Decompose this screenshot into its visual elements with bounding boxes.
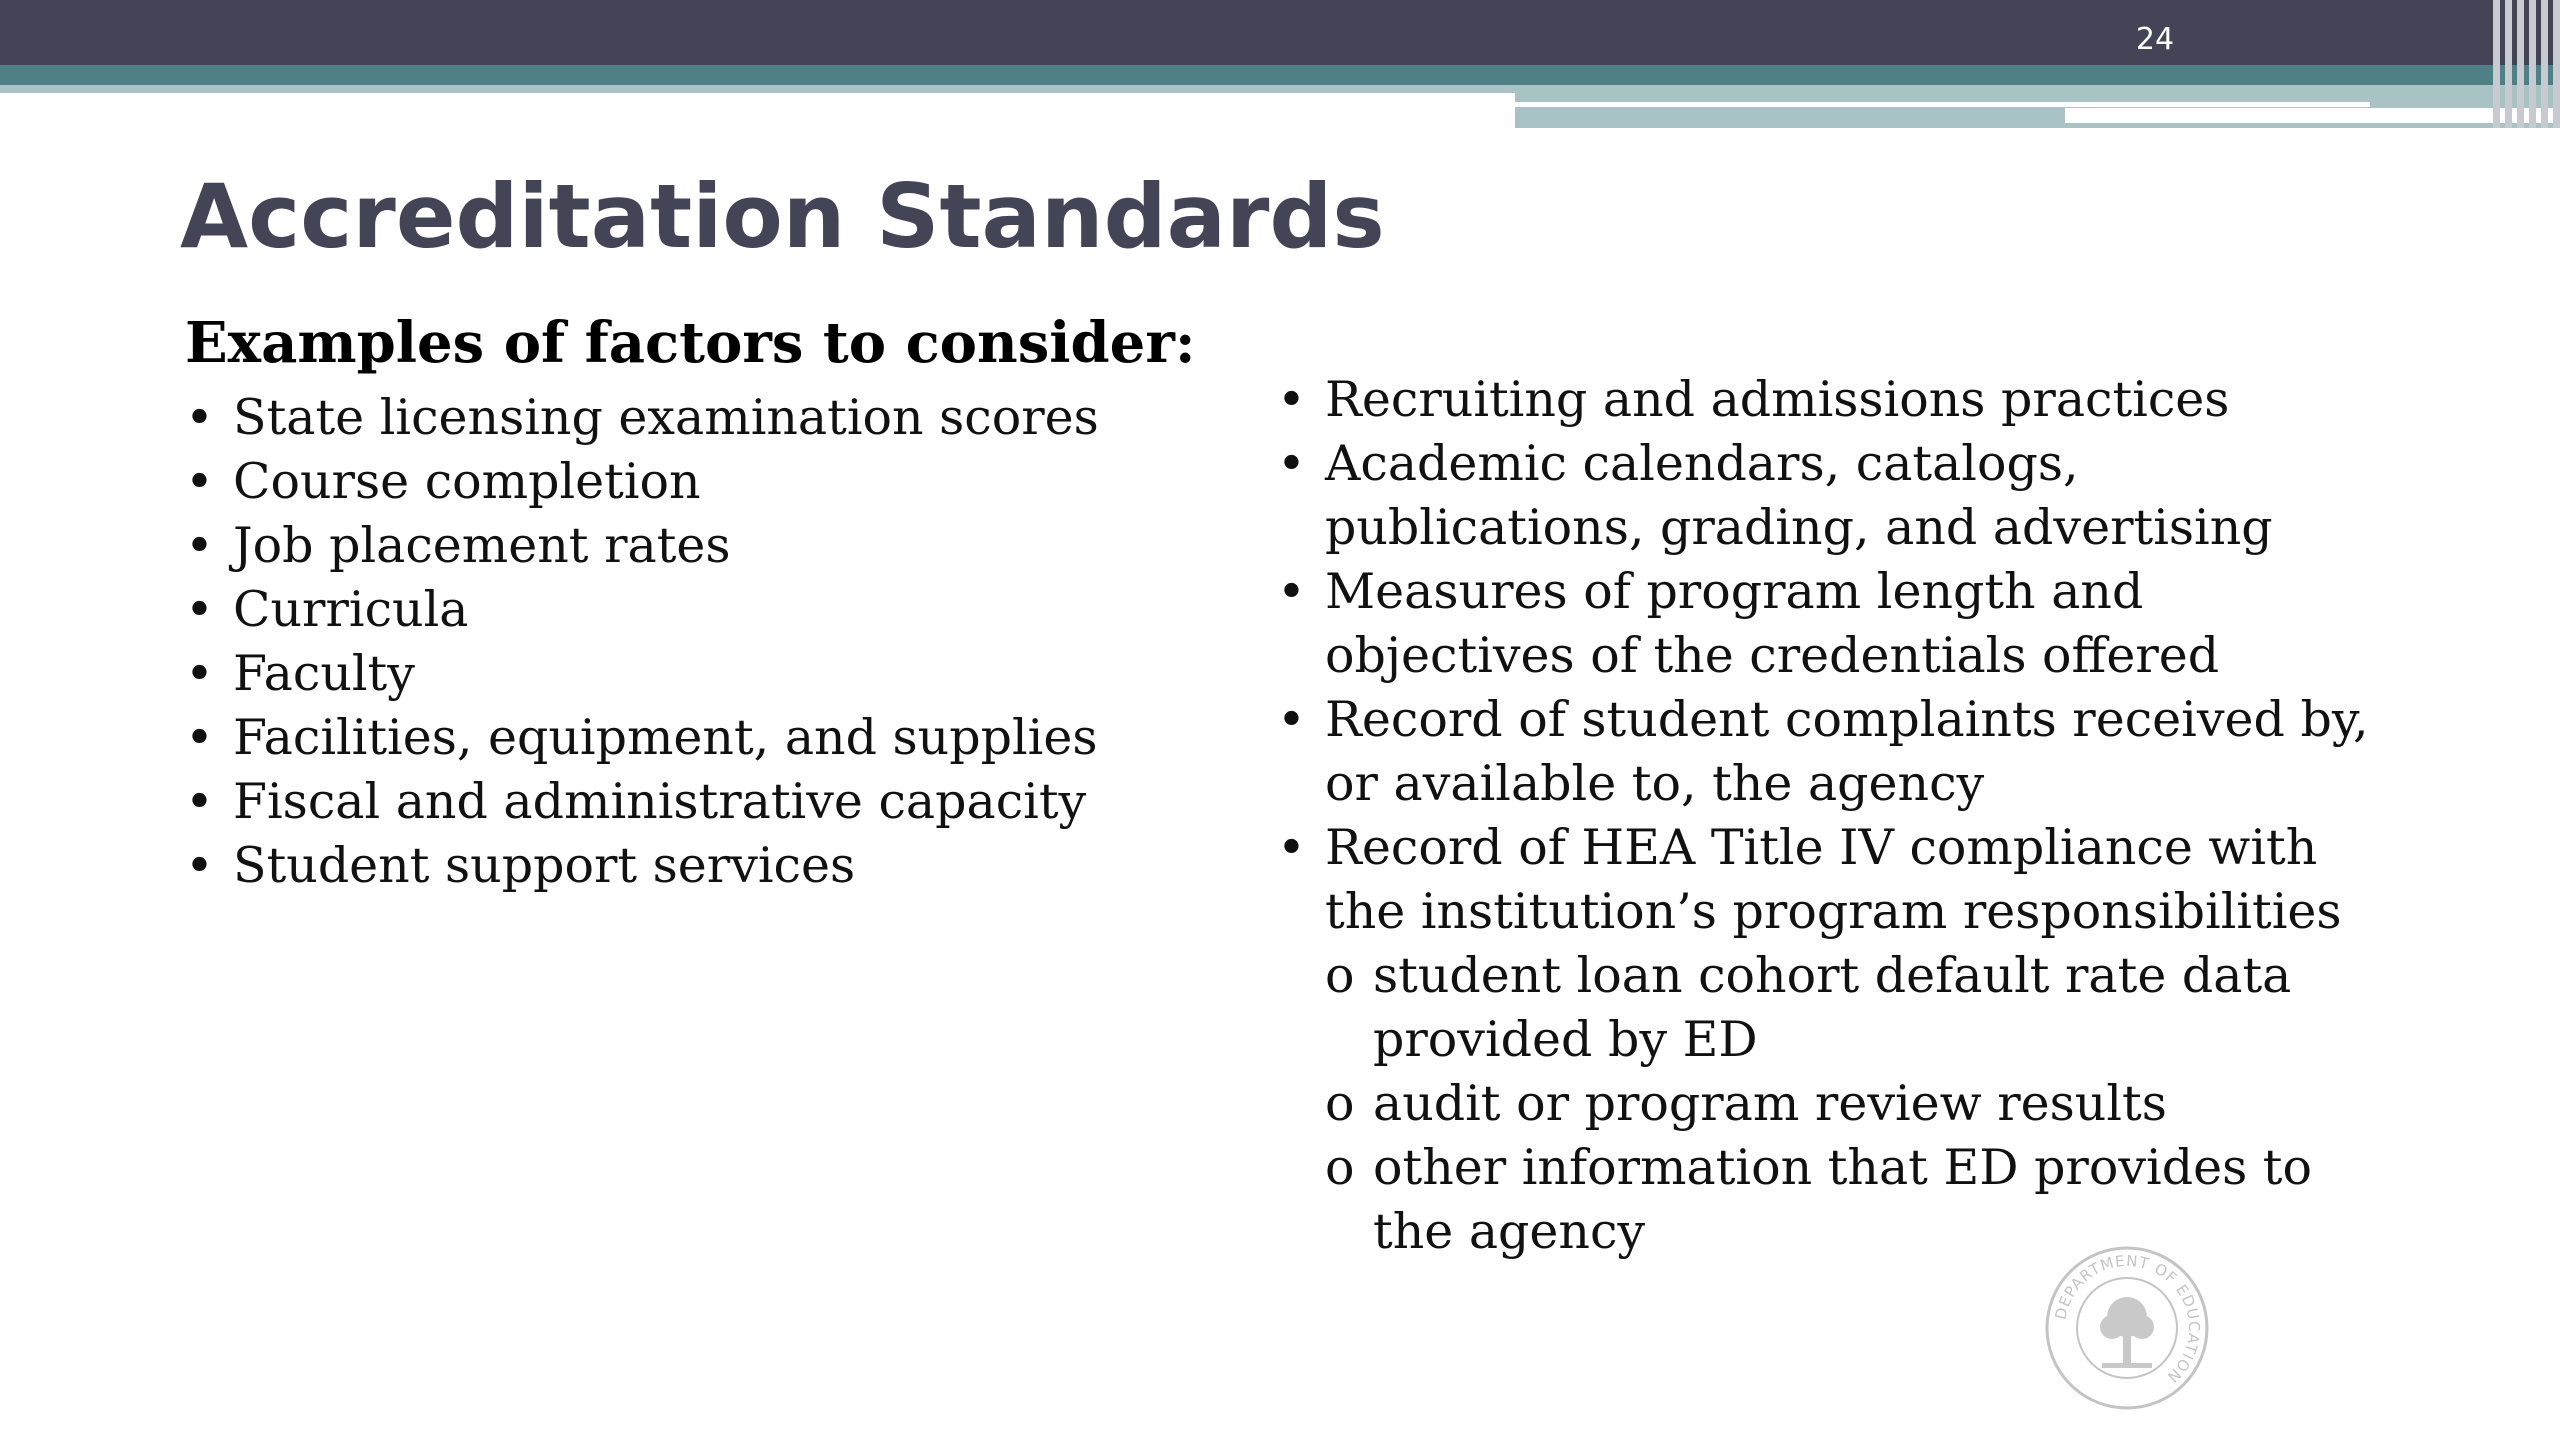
header-stripe bbox=[2541, 0, 2548, 128]
bullet-icon: • bbox=[185, 837, 214, 894]
department-of-education-seal-icon bbox=[2044, 1245, 2210, 1411]
list-item bbox=[1277, 560, 2397, 688]
list-item-text: State licensing examination scores bbox=[233, 389, 1099, 446]
list-item bbox=[185, 834, 1245, 898]
list-item-text: Academic calendars, catalogs, publications, grading, and advertising bbox=[1325, 435, 2273, 556]
list-item bbox=[185, 514, 1245, 578]
bullet-icon: • bbox=[185, 453, 214, 510]
list-item-text: Measures of program length and objectives of the credentials offered bbox=[1325, 563, 2220, 684]
sub-list-item-text: student loan cohort default rate data provided by ED bbox=[1373, 947, 2292, 1068]
sub-bullet-icon: o bbox=[1325, 1075, 1355, 1132]
list-item bbox=[185, 578, 1245, 642]
sub-list-item-text: audit or program review results bbox=[1373, 1075, 2167, 1132]
sub-list-item bbox=[1325, 1136, 2397, 1264]
list-item-text: Job placement rates bbox=[233, 517, 731, 574]
header-bar-light-left bbox=[0, 85, 1515, 93]
left-factor-list bbox=[185, 386, 1245, 898]
list-item bbox=[185, 770, 1245, 834]
list-item bbox=[1277, 688, 2397, 816]
header-stripe bbox=[2505, 0, 2512, 128]
sub-list-item bbox=[1325, 944, 2397, 1072]
bullet-icon: • bbox=[185, 773, 214, 830]
list-item-text: Student support services bbox=[233, 837, 856, 894]
list-item bbox=[185, 450, 1245, 514]
slide-subheading: Examples of factors to consider: bbox=[185, 310, 1196, 376]
list-item bbox=[1277, 816, 2397, 1264]
header-stripe bbox=[2529, 0, 2536, 128]
sub-bullet-icon: o bbox=[1325, 1139, 1355, 1196]
bullet-icon: • bbox=[1277, 563, 1306, 620]
list-item-text: Faculty bbox=[233, 645, 415, 702]
bullet-icon: • bbox=[185, 581, 214, 638]
bullet-icon: • bbox=[185, 517, 214, 574]
bullet-icon: • bbox=[185, 389, 214, 446]
bullet-icon: • bbox=[1277, 371, 1306, 428]
list-item bbox=[1277, 432, 2397, 560]
slide-title: Accreditation Standards bbox=[180, 165, 1385, 268]
bullet-icon: • bbox=[1277, 435, 1306, 492]
list-item-text: Fiscal and administrative capacity bbox=[233, 773, 1087, 830]
list-item bbox=[185, 706, 1245, 770]
sub-list-item-text: other information that ED provides to the agency bbox=[1373, 1139, 2312, 1260]
header-stripe bbox=[2493, 0, 2500, 128]
header-bar-light-lower bbox=[1515, 108, 2065, 128]
header-stripe bbox=[2517, 0, 2524, 128]
slide-number: 24 bbox=[2135, 22, 2175, 57]
sub-list-item bbox=[1325, 1072, 2397, 1136]
list-item-text: Record of HEA Title IV compliance with the institution’s program responsibilities bbox=[1325, 819, 2342, 940]
list-item-text: Course completion bbox=[233, 453, 701, 510]
header-bar-white-line bbox=[1515, 102, 2370, 107]
seal-text: DEPARTMENT OF EDUCATION bbox=[2051, 1251, 2204, 1387]
list-item-text: Recruiting and admissions practices bbox=[1325, 371, 2230, 428]
list-item-text: Record of student complaints received by, or available to, the agency bbox=[1325, 691, 2369, 812]
sub-bullet-icon: o bbox=[1325, 947, 1355, 1004]
header-stripes bbox=[2482, 0, 2560, 128]
list-item bbox=[1277, 368, 2397, 432]
right-factor-list bbox=[1277, 368, 2397, 1264]
bullet-icon: • bbox=[185, 709, 214, 766]
bullet-icon: • bbox=[1277, 819, 1306, 876]
header-stripe bbox=[2553, 0, 2560, 128]
bullet-icon: • bbox=[185, 645, 214, 702]
bullet-icon: • bbox=[1277, 691, 1306, 748]
header-bar-teal bbox=[0, 65, 2560, 85]
list-item-text: Facilities, equipment, and supplies bbox=[233, 709, 1098, 766]
compliance-sublist bbox=[1325, 944, 2397, 1264]
list-item-text: Curricula bbox=[233, 581, 469, 638]
list-item bbox=[185, 642, 1245, 706]
list-item bbox=[185, 386, 1245, 450]
